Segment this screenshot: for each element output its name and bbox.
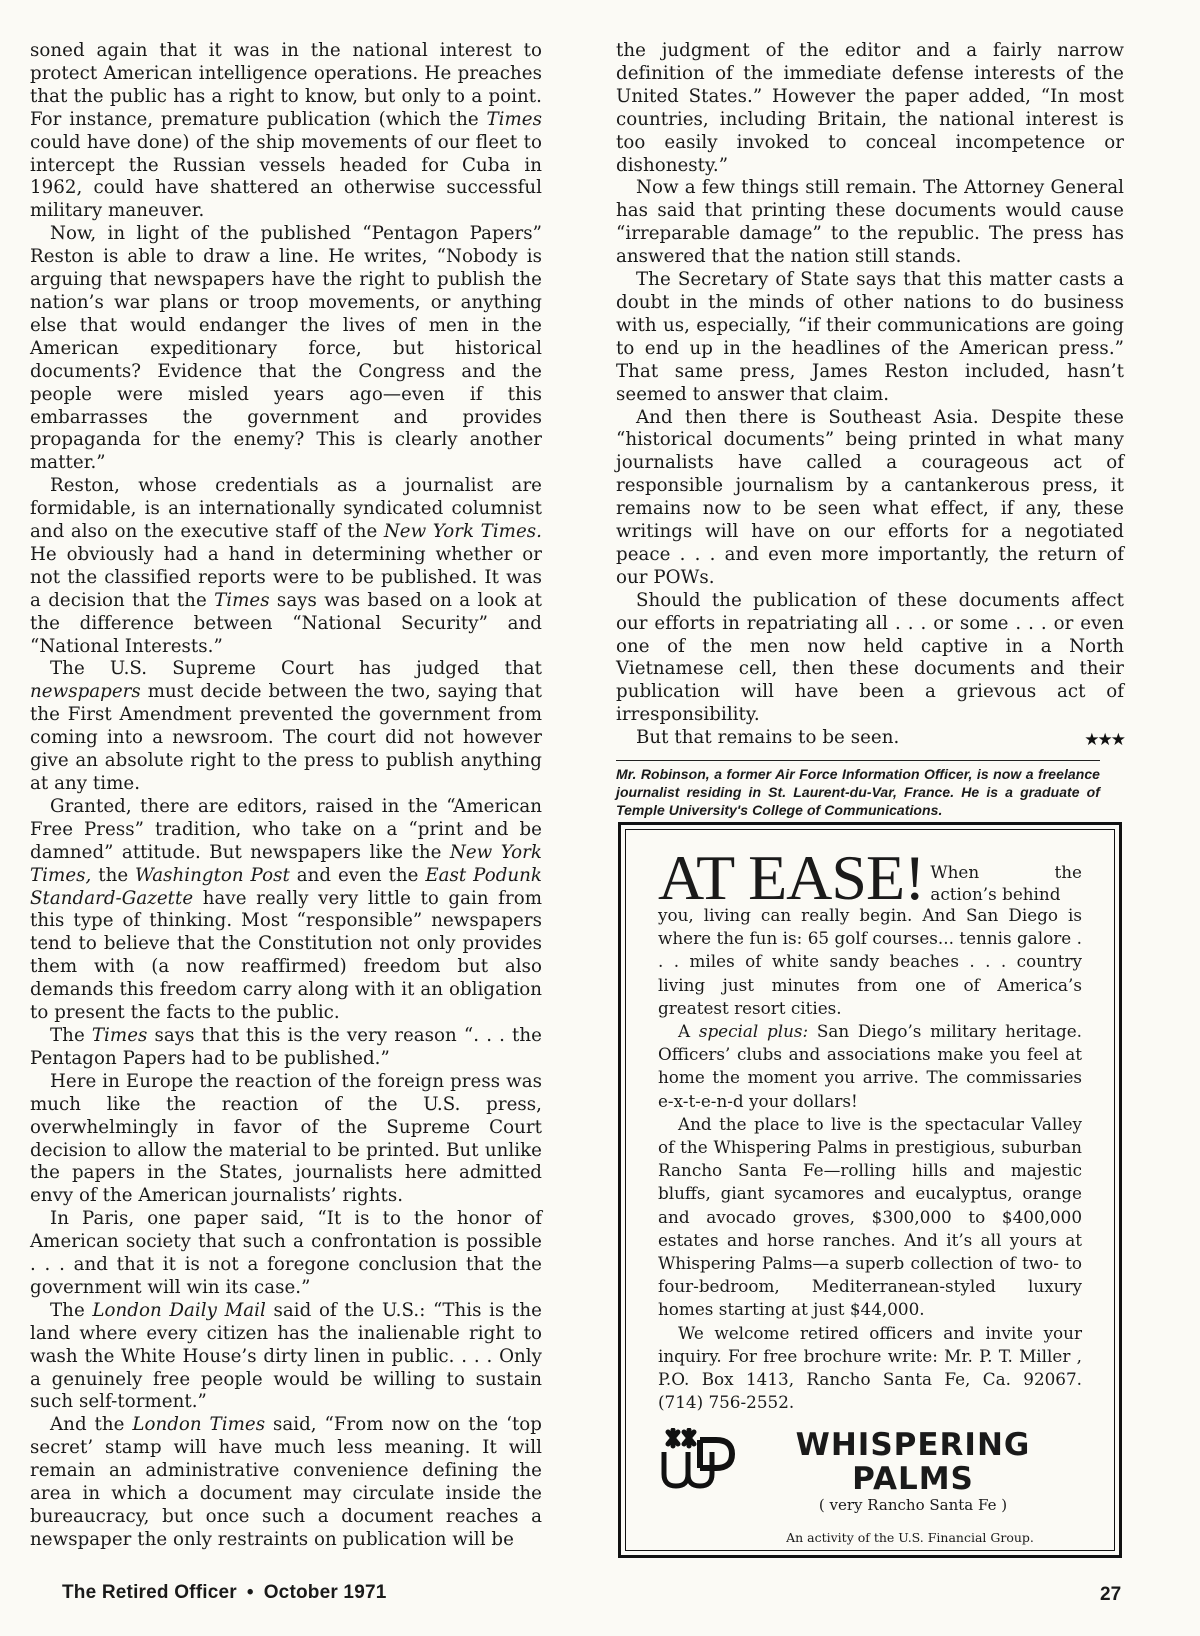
paragraph <box>658 1020 1082 1113</box>
italic-run: East Podunk Standard-Gazette <box>30 864 542 909</box>
paragraph <box>30 475 542 658</box>
text-run: must decide between the two, saying that the First Amendment prevented the government from coming into a newsroom. The court did not however give an absolute right to the press to publish anything at any time. <box>30 681 542 794</box>
text-run: said of the U.S.: “This is the land where every citizen has the inalienable right to wash the White House’s dirty linen in public. . . . Only a genuinely free people would be willing to sustain such self-torment.” <box>30 1299 542 1413</box>
italic-run: Washington Post <box>135 864 290 886</box>
italic-run: newspapers <box>30 681 141 703</box>
end-mark-stars: ★★★ <box>1084 730 1124 751</box>
text-run: soned again that it was in the national interest to protect American intelligence operations. He preaches that the public has a right to know, but only to a point. For instance, premature publication (which the <box>30 40 542 130</box>
text-run: And then there is Southeast Asia. Despite these “historical documents” being printed in what many journalists have called a courageous act of responsible journalism by a cantankerous press, it remains now to be seen what effect, if any, these writings will have on our efforts for a negotiated peace . . . and even more importantly, the return of our POWs. <box>616 406 1124 588</box>
paragraph <box>616 269 1124 406</box>
italic-run: special plus: <box>698 1021 809 1042</box>
paragraph <box>616 177 1124 269</box>
paragraph <box>30 223 542 475</box>
italic-run: London Times <box>132 1414 266 1436</box>
advertisement-inner <box>625 829 1115 1551</box>
text-run: you, living can really begin. And San Diego is where the fun is: 65 golf courses... tennis galore . . . miles of white sandy beaches . . . country living just minutes from one of America’s greatest resort cities. <box>658 905 1082 1018</box>
author-bio: Mr. Robinson, a former Air Force Information Officer, is now a freelance journalist residing in St. Laurent-du-Var, France. He is a graduate of Temple University's College of Communications. <box>616 760 1100 819</box>
article-column-right <box>616 40 1124 819</box>
article-column-right-body <box>616 40 1124 727</box>
ad-headline-tail: When the action’s behind <box>930 862 1082 904</box>
paragraph <box>658 1322 1082 1415</box>
text-run: have really very little to gain from this type of thinking. Most “responsible” newspapers tend to believe that the Constitution not only provides them with (a now reaffirmed) freedom but also demands this freedom carry along with it an obligation to present the facts to the public. <box>30 887 542 1024</box>
text-run: and even the <box>289 864 426 886</box>
text-run: San Diego’s military heritage. Officers’ clubs and associations make you feel at home the moment you arrive. The commissaries e-x-t-e-n-d your dollars! <box>658 1021 1082 1111</box>
footer-separator: • <box>246 1582 254 1603</box>
paragraph <box>616 590 1124 727</box>
publication-name: The Retired Officer <box>62 1582 237 1603</box>
closing-paragraph <box>616 727 1124 750</box>
italic-run: Times <box>214 589 270 611</box>
paragraph <box>30 658 542 795</box>
text-run: He obviously had a hand in determining whether or not the classified reports were to be published. It was a decision that the <box>30 543 542 611</box>
ad-headline: AT EASE! <box>658 842 925 913</box>
brand-subtitle: ( very Rancho Santa Fe ) <box>818 1496 1008 1515</box>
footer-publication <box>62 1582 387 1604</box>
text-run: says was based on a look at the difference between “National Security” and “National Interests.” <box>30 589 542 657</box>
paragraph <box>30 796 542 1025</box>
text-run: And the <box>50 1414 133 1436</box>
page-number: 27 <box>1100 1584 1122 1605</box>
italic-run: Times <box>91 1024 148 1046</box>
paragraph <box>658 904 1082 1020</box>
advertisement-box <box>618 822 1122 1558</box>
paragraph <box>616 40 1124 177</box>
paragraph <box>30 1414 542 1551</box>
text-run: Here in Europe the reaction of the foreign press was much like the reaction of the U.S. press, overwhelmingly in favor of the Supreme Court decision to allow the material to be printed. But unlike the papers in the States, journalists here admitted envy of the American journalists’ rights. <box>30 1070 542 1207</box>
paragraph <box>30 1025 542 1071</box>
text-run: The <box>50 1024 92 1046</box>
ad-headline-row <box>658 842 1082 913</box>
brand-name: WHISPERING PALMS <box>795 1427 1031 1498</box>
text-run: The <box>50 1299 93 1321</box>
paragraph <box>30 1208 542 1300</box>
italic-run: New York Times, <box>30 841 542 886</box>
whispering-palms-logo-icon <box>658 1428 738 1490</box>
text-run: could have done) of the ship movements of our fleet to intercept the Russian vessels headed for Cuba in 1962, could have shattered an otherwise successful military maneuver. <box>30 131 542 222</box>
paragraph <box>616 407 1124 590</box>
brand-logo-row <box>658 1428 1082 1514</box>
brand-text <box>744 1428 1082 1514</box>
ad-activity-note: An activity of the U.S. Financial Group. <box>786 1530 1034 1546</box>
text-run: We welcome retired officers and invite your inquiry. For free brochure write: Mr. P. T. Miller , P.O. Box 1413, Rancho Santa Fe, Ca. 92067. (714) 756-2552. <box>658 1322 1082 1413</box>
text-run: Reston, whose credentials as a journalist are formidable, is an internationally syndicated columnist and also on the executive staff of the <box>30 475 542 543</box>
closing-line: But that remains to be seen. <box>636 727 900 749</box>
text-run: The U.S. Supreme Court has judged that <box>50 658 542 680</box>
text-run: A <box>678 1021 699 1042</box>
article-column-left <box>30 40 542 1552</box>
italic-run: Times <box>486 108 542 130</box>
italic-run: New York Times. <box>383 521 542 543</box>
text-run: said, “From now on the ‘top secret’ stamp will have much less meaning. It will remain an administrative convenience defining the area in which a document may circulate inside the bureaucracy, but once such a document reaches a newspaper the only restraints on publication will be <box>30 1414 542 1550</box>
text-run: The Secretary of State says that this matter casts a doubt in the minds of other nations to do business with us, especially, “if their communications are going to end up in the headlines of the American press.” That same press, James Reston included, hasn’t seemed to answer that claim. <box>616 269 1124 405</box>
text-run: Should the publication of these documents affect our efforts in repatriating all . . . or some . . . or even one of the men now held captive in a North Vietnamese cell, then these documents and their publication will have been a grievous act of irresponsibility. <box>616 589 1124 726</box>
paragraph <box>30 1071 542 1208</box>
text-run: Now a few things still remain. The Attorney General has said that printing these documents would cause “irreparable damage” to the republic. The press has answered that the nation still stands. <box>616 177 1124 268</box>
text-run: Now, in light of the published “Pentagon Papers” Reston is able to draw a line. He writes, “Nobody is arguing that newspapers have the right to publish the nation’s war plans or troop movements, or anything else that would endanger the lives of men in the American expeditionary force, but historical documents? Evidence that the Congress and the people were misled years ago—even if this embarrasses the government and provides propaganda for the enemy? This is clearly another matter.” <box>30 223 542 474</box>
text-run: In Paris, one paper said, “It is to the honor of American society that such a confrontation is possible . . . and that it is not a foregone conclusion that the government will win its case.” <box>30 1208 542 1298</box>
text-run: the judgment of the editor and a fairly narrow definition of the immediate defense interests of the United States.” However the paper added, “In most countries, including Britain, the national interest is too easily invoked to conceal incompetence or dishonesty.” <box>616 40 1124 176</box>
paragraph <box>30 40 542 223</box>
ad-body <box>658 904 1082 1414</box>
paragraph <box>30 1300 542 1415</box>
text-run: Granted, there are editors, raised in the “American Free Press” tradition, who take on a “print and be damned” attitude. But newspapers like the <box>30 795 542 863</box>
italic-run: London Daily Mail <box>92 1299 266 1321</box>
text-run: the <box>91 864 136 886</box>
paragraph <box>658 1113 1082 1322</box>
issue-date: October 1971 <box>263 1582 387 1603</box>
text-run: says that this is the very reason “. . . the Pentagon Papers had to be published.” <box>30 1024 542 1069</box>
text-run: And the place to live is the spectacular Valley of the Whispering Palms in prestigious, suburban Rancho Santa Fe—rolling hills and majestic bluffs, giant sycamores and eucalyptus, orange and avocado groves, $300,000 to $400,000 estates and horse ranches. And it’s all yours at Whispering Palms—a superb collection of two- to four-bedroom, Mediterranean-styled luxury homes starting at just $44,000. <box>658 1113 1082 1320</box>
